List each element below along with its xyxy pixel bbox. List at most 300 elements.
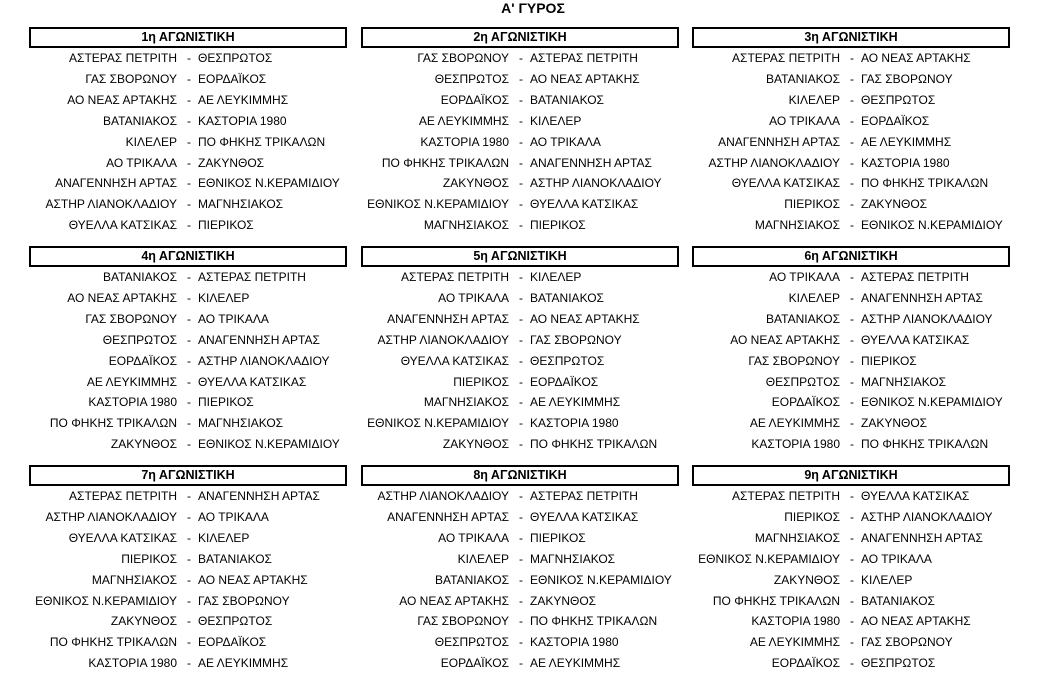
round-header: 5η ΑΓΩΝΙΣΤΙΚΗ [361,246,679,267]
away-team: ΠΙΕΡΙΚΟΣ [530,218,586,232]
match-separator: - [850,531,854,545]
home-team: ΑΟ ΤΡΙΚΑΛΑ [769,270,840,284]
match-separator: - [850,270,854,284]
match-separator: - [519,93,523,107]
match-separator: - [519,489,523,503]
home-team: ΑΟ ΝΕΑΣ ΑΡΤΑΚΗΣ [67,93,177,107]
away-team: ΘΥΕΛΛΑ ΚΑΤΣΙΚΑΣ [861,489,970,503]
match-separator: - [850,573,854,587]
away-team: ΕΘΝΙΚΟΣ Ν.ΚΕΡΑΜΙΔΙΟΥ [198,176,340,190]
match-separator: - [187,156,191,170]
round-header: 9η ΑΓΩΝΙΣΤΙΚΗ [692,465,1010,486]
match-row [29,153,349,174]
away-team: ΕΟΡΔΑΪΚΟΣ [530,375,599,389]
away-team: ΜΑΓΝΗΣΙΑΚΟΣ [861,375,947,389]
match-separator: - [519,437,523,451]
match-row [361,507,681,528]
home-team: ΠΙΕΡΙΚΟΣ [784,510,840,524]
home-team: ΑΣΤΗΡ ΛΙΑΝΟΚΛΑΔΙΟΥ [377,489,509,503]
match-row [29,215,349,236]
match-row [29,194,349,215]
away-team: ΑΟ ΝΕΑΣ ΑΡΤΑΚΗΣ [530,312,640,326]
away-team: ΑΟ ΝΕΑΣ ΑΡΤΑΚΗΣ [198,573,308,587]
round-header: 6η ΑΓΩΝΙΣΤΙΚΗ [692,246,1010,267]
away-team: ΕΘΝΙΚΟΣ Ν.ΚΕΡΑΜΙΔΙΟΥ [861,218,1003,232]
away-team: ΘΕΣΠΡΩΤΟΣ [861,656,936,670]
round-header: 3η ΑΓΩΝΙΣΤΙΚΗ [692,27,1010,48]
home-team: ΕΟΡΔΑΪΚΟΣ [771,656,840,670]
match-separator: - [187,635,191,649]
away-team: ΘΥΕΛΛΑ ΚΑΤΣΙΚΑΣ [530,197,639,211]
home-team: ΑΕ ΛΕΥΚΙΜΜΗΣ [418,114,509,128]
match-row [29,111,349,132]
home-team: ΑΟ ΤΡΙΚΑΛΑ [769,114,840,128]
match-row [361,392,681,413]
home-team: ΒΑΤΑΝΙΑΚΟΣ [103,270,177,284]
away-team: ΚΙΛΕΛΕΡ [530,114,582,128]
away-team: ΓΑΣ ΣΒΟΡΩΝΟΥ [861,72,953,86]
away-team: ΑΟ ΝΕΑΣ ΑΡΤΑΚΗΣ [861,51,971,65]
match-row [29,90,349,111]
match-separator: - [187,333,191,347]
match-row [692,215,1012,236]
match-row [692,486,1012,507]
match-row [692,153,1012,174]
home-team: ΑΣΤΕΡΑΣ ΠΕΤΡΙΤΗ [732,489,840,503]
home-team: ΚΑΣΤΟΡΙΑ 1980 [751,437,840,451]
match-row [692,90,1012,111]
away-team: ΜΑΓΝΗΣΙΑΚΟΣ [198,197,284,211]
match-row [29,434,349,455]
away-team: ΚΙΛΕΛΕΡ [198,531,250,545]
match-row [692,507,1012,528]
match-row [361,267,681,288]
home-team: ΑΟ ΤΡΙΚΑΛΑ [438,531,509,545]
home-team: ΘΕΣΠΡΩΤΟΣ [434,72,509,86]
home-team: ΓΑΣ ΣΒΟΡΩΝΟΥ [417,614,509,628]
match-separator: - [187,197,191,211]
match-row [692,194,1012,215]
home-team: ΘΕΣΠΡΩΤΟΣ [434,635,509,649]
page-title: Α' ΓΥΡΟΣ [501,0,565,16]
match-row [29,486,349,507]
away-team: ΚΑΣΤΟΡΙΑ 1980 [530,635,619,649]
match-separator: - [519,614,523,628]
home-team: ΑΣΤΕΡΑΣ ΠΕΤΡΙΤΗ [401,270,509,284]
match-separator: - [187,395,191,409]
away-team: ΑΝΑΓΕΝΝΗΣΗ ΑΡΤΑΣ [530,156,652,170]
home-team: ΑΣΤΗΡ ΛΙΑΝΟΚΛΑΔΙΟΥ [45,197,177,211]
match-separator: - [850,395,854,409]
home-team: ΑΟ ΤΡΙΚΑΛΑ [106,156,177,170]
home-team: ΑΝΑΓΕΝΝΗΣΗ ΑΡΤΑΣ [387,312,509,326]
away-team: ΑΟ ΤΡΙΚΑΛΑ [198,510,269,524]
match-separator: - [187,176,191,190]
home-team: ΖΑΚΥΝΘΟΣ [442,176,509,190]
home-team: ΚΑΣΤΟΡΙΑ 1980 [420,135,509,149]
away-team: ΘΥΕΛΛΑ ΚΑΤΣΙΚΑΣ [861,333,970,347]
match-row [361,528,681,549]
away-team: ΑΣΤΗΡ ΛΙΑΝΟΚΛΑΔΙΟΥ [198,354,330,368]
match-row [692,111,1012,132]
away-team: ΑΕ ΛΕΥΚΙΜΜΗΣ [198,656,289,670]
away-team: ΒΑΤΑΝΙΑΚΟΣ [530,291,604,305]
match-row [29,549,349,570]
away-team: ΕΘΝΙΚΟΣ Ν.ΚΕΡΑΜΙΔΙΟΥ [861,395,1003,409]
match-row [361,132,681,153]
home-team: ΑΝΑΓΕΝΝΗΣΗ ΑΡΤΑΣ [55,176,177,190]
home-team: ΑΕ ΛΕΥΚΙΜΜΗΣ [749,416,840,430]
home-team: ΜΑΓΝΗΣΙΑΚΟΣ [423,395,509,409]
home-team: ΑΣΤΕΡΑΣ ΠΕΤΡΙΤΗ [732,51,840,65]
match-separator: - [519,395,523,409]
match-row [361,570,681,591]
away-team: ΑΣΤΕΡΑΣ ΠΕΤΡΙΤΗ [530,489,638,503]
match-row [361,173,681,194]
away-team: ΘΕΣΠΡΩΤΟΣ [198,51,273,65]
away-team: ΠΙΕΡΙΚΟΣ [198,395,254,409]
match-separator: - [519,197,523,211]
round-header: 4η ΑΓΩΝΙΣΤΙΚΗ [29,246,347,267]
away-team: ΖΑΚΥΝΘΟΣ [530,594,597,608]
home-team: ΓΑΣ ΣΒΟΡΩΝΟΥ [85,312,177,326]
match-separator: - [519,416,523,430]
away-team: ΜΑΓΝΗΣΙΑΚΟΣ [530,552,616,566]
away-team: ΑΝΑΓΕΝΝΗΣΗ ΑΡΤΑΣ [198,489,320,503]
match-row [29,632,349,653]
match-row [361,69,681,90]
match-row [692,309,1012,330]
match-row [692,288,1012,309]
away-team: ΠΟ ΦΗΚΗΣ ΤΡΙΚΑΛΩΝ [198,135,326,149]
away-team: ΕΘΝΙΚΟΣ Ν.ΚΕΡΑΜΙΔΙΟΥ [198,437,340,451]
match-separator: - [187,573,191,587]
match-row [361,309,681,330]
home-team: ΚΙΛΕΛΕΡ [788,93,840,107]
match-separator: - [519,573,523,587]
match-separator: - [850,114,854,128]
home-team: ΜΑΓΝΗΣΙΑΚΟΣ [91,573,177,587]
home-team: ΓΑΣ ΣΒΟΡΩΝΟΥ [417,51,509,65]
away-team: ΑΟ ΤΡΙΚΑΛΑ [861,552,932,566]
away-team: ΠΟ ΦΗΚΗΣ ΤΡΙΚΑΛΩΝ [861,437,989,451]
match-row [29,413,349,434]
match-row [29,330,349,351]
match-row [29,351,349,372]
home-team: ΠΟ ΦΗΚΗΣ ΤΡΙΚΑΛΩΝ [381,156,509,170]
home-team: ΖΑΚΥΝΘΟΣ [442,437,509,451]
match-row [361,413,681,434]
home-team: ΒΑΤΑΝΙΑΚΟΣ [103,114,177,128]
match-separator: - [519,375,523,389]
away-team: ΜΑΓΝΗΣΙΑΚΟΣ [198,416,284,430]
match-separator: - [850,489,854,503]
match-row [692,528,1012,549]
away-team: ΚΑΣΤΟΡΙΑ 1980 [530,416,619,430]
match-separator: - [850,416,854,430]
home-team: ΕΟΡΔΑΪΚΟΣ [108,354,177,368]
match-separator: - [519,51,523,65]
match-separator: - [519,72,523,86]
match-separator: - [187,594,191,608]
home-team: ΘΕΣΠΡΩΤΟΣ [765,375,840,389]
match-row [361,611,681,632]
match-row [29,173,349,194]
match-row [29,48,349,69]
home-team: ΓΑΣ ΣΒΟΡΩΝΟΥ [748,354,840,368]
away-team: ΑΕ ΛΕΥΚΙΜΜΗΣ [530,395,621,409]
home-team: ΕΘΝΙΚΟΣ Ν.ΚΕΡΑΜΙΔΙΟΥ [698,552,840,566]
match-separator: - [187,270,191,284]
match-separator: - [519,635,523,649]
match-separator: - [850,635,854,649]
away-team: ΑΝΑΓΕΝΝΗΣΗ ΑΡΤΑΣ [198,333,320,347]
home-team: ΒΑΤΑΝΙΑΚΟΣ [766,312,840,326]
home-team: ΘΥΕΛΛΑ ΚΑΤΣΙΚΑΣ [68,531,177,545]
home-team: ΑΟ ΝΕΑΣ ΑΡΤΑΚΗΣ [399,594,509,608]
match-separator: - [519,656,523,670]
home-team: ΕΘΝΙΚΟΣ Ν.ΚΕΡΑΜΙΔΙΟΥ [367,197,509,211]
home-team: ΑΝΑΓΕΝΝΗΣΗ ΑΡΤΑΣ [718,135,840,149]
home-team: ΘΥΕΛΛΑ ΚΑΤΣΙΚΑΣ [731,176,840,190]
away-team: ΕΘΝΙΚΟΣ Ν.ΚΕΡΑΜΙΔΙΟΥ [530,573,672,587]
home-team: ΠΙΕΡΙΚΟΣ [453,375,509,389]
match-row [692,434,1012,455]
match-separator: - [850,291,854,305]
match-separator: - [850,72,854,86]
match-row [692,69,1012,90]
match-separator: - [187,552,191,566]
away-team: ΚΙΛΕΛΕΡ [530,270,582,284]
match-separator: - [519,531,523,545]
home-team: ΠΟ ΦΗΚΗΣ ΤΡΙΚΑΛΩΝ [712,594,840,608]
match-row [361,194,681,215]
home-team: ΜΑΓΝΗΣΙΑΚΟΣ [754,531,840,545]
away-team: ΑΟ ΤΡΙΚΑΛΑ [198,312,269,326]
away-team: ΘΕΣΠΡΩΤΟΣ [198,614,273,628]
away-team: ΓΑΣ ΣΒΟΡΩΝΟΥ [861,635,953,649]
match-row [29,591,349,612]
match-separator: - [519,333,523,347]
match-separator: - [187,72,191,86]
match-separator: - [187,51,191,65]
match-row [29,372,349,393]
match-row [361,48,681,69]
home-team: ΚΑΣΤΟΡΙΑ 1980 [751,614,840,628]
match-row [692,132,1012,153]
match-separator: - [519,176,523,190]
match-row [361,215,681,236]
match-separator: - [519,552,523,566]
match-separator: - [519,135,523,149]
match-separator: - [850,333,854,347]
match-row [361,486,681,507]
match-separator: - [519,218,523,232]
away-team: ΑΣΤΕΡΑΣ ΠΕΤΡΙΤΗ [198,270,306,284]
away-team: ΑΣΤΗΡ ΛΙΑΝΟΚΛΑΔΙΟΥ [861,312,993,326]
home-team: ΠΙΕΡΙΚΟΣ [121,552,177,566]
away-team: ΠΟ ΦΗΚΗΣ ΤΡΙΚΑΛΩΝ [861,176,989,190]
away-team: ΠΙΕΡΙΚΟΣ [530,531,586,545]
home-team: ΑΟ ΝΕΑΣ ΑΡΤΑΚΗΣ [67,291,177,305]
match-separator: - [850,93,854,107]
away-team: ΑΝΑΓΕΝΝΗΣΗ ΑΡΤΑΣ [861,291,983,305]
match-row [361,653,681,674]
home-team: ΑΝΑΓΕΝΝΗΣΗ ΑΡΤΑΣ [387,510,509,524]
match-row [692,570,1012,591]
match-separator: - [850,614,854,628]
round-header: 7η ΑΓΩΝΙΣΤΙΚΗ [29,465,347,486]
away-team: ΑΣΤΕΡΑΣ ΠΕΤΡΙΤΗ [530,51,638,65]
match-separator: - [187,135,191,149]
match-row [361,351,681,372]
match-separator: - [850,312,854,326]
match-separator: - [850,176,854,190]
away-team: ΚΑΣΤΟΡΙΑ 1980 [861,156,950,170]
home-team: ΖΑΚΥΝΘΟΣ [773,573,840,587]
match-row [361,549,681,570]
home-team: ΖΑΚΥΝΘΟΣ [110,614,177,628]
match-separator: - [850,375,854,389]
home-team: ΑΣΤΕΡΑΣ ΠΕΤΡΙΤΗ [69,489,177,503]
match-row [361,153,681,174]
home-team: ΘΥΕΛΛΑ ΚΑΤΣΙΚΑΣ [400,354,509,368]
match-row [692,351,1012,372]
match-row [692,392,1012,413]
match-row [361,632,681,653]
home-team: ΠΟ ΦΗΚΗΣ ΤΡΙΚΑΛΩΝ [49,635,177,649]
match-row [29,288,349,309]
match-row [29,653,349,674]
away-team: ΑΣΤΗΡ ΛΙΑΝΟΚΛΑΔΙΟΥ [530,176,662,190]
home-team: ΚΙΛΕΛΕΡ [457,552,509,566]
away-team: ΠΙΕΡΙΚΟΣ [861,354,917,368]
away-team: ΖΑΚΥΝΘΟΣ [861,197,928,211]
away-team: ΑΕ ΛΕΥΚΙΜΜΗΣ [530,656,621,670]
home-team: ΒΑΤΑΝΙΑΚΟΣ [766,72,840,86]
match-row [361,434,681,455]
match-row [692,653,1012,674]
home-team: ΕΘΝΙΚΟΣ Ν.ΚΕΡΑΜΙΔΙΟΥ [35,594,177,608]
home-team: ΑΣΤΗΡ ΛΙΑΝΟΚΛΑΔΙΟΥ [708,156,840,170]
match-separator: - [519,114,523,128]
away-team: ΒΑΤΑΝΙΑΚΟΣ [198,552,272,566]
match-separator: - [519,291,523,305]
home-team: ΕΟΡΔΑΪΚΟΣ [440,656,509,670]
away-team: ΠΟ ΦΗΚΗΣ ΤΡΙΚΑΛΩΝ [530,437,658,451]
match-row [361,591,681,612]
match-row [692,372,1012,393]
home-team: ΠΟ ΦΗΚΗΣ ΤΡΙΚΑΛΩΝ [49,416,177,430]
match-separator: - [187,437,191,451]
away-team: ΖΑΚΥΝΘΟΣ [198,156,265,170]
home-team: ΑΣΤΕΡΑΣ ΠΕΤΡΙΤΗ [69,51,177,65]
home-team: ΜΑΓΝΗΣΙΑΚΟΣ [754,218,840,232]
match-row [692,48,1012,69]
home-team: ΚΑΣΤΟΡΙΑ 1980 [88,656,177,670]
match-separator: - [850,135,854,149]
away-team: ΓΑΣ ΣΒΟΡΩΝΟΥ [198,594,290,608]
match-separator: - [519,156,523,170]
match-separator: - [187,114,191,128]
match-separator: - [187,312,191,326]
match-row [692,267,1012,288]
home-team: ΚΙΛΕΛΕΡ [125,135,177,149]
match-row [29,267,349,288]
away-team: ΠΟ ΦΗΚΗΣ ΤΡΙΚΑΛΩΝ [530,614,658,628]
home-team: ΕΟΡΔΑΪΚΟΣ [440,93,509,107]
home-team: ΑΟ ΝΕΑΣ ΑΡΤΑΚΗΣ [730,333,840,347]
match-separator: - [187,375,191,389]
match-separator: - [850,594,854,608]
home-team: ΖΑΚΥΝΘΟΣ [110,437,177,451]
home-team: ΕΘΝΙΚΟΣ Ν.ΚΕΡΑΜΙΔΙΟΥ [367,416,509,430]
match-row [361,111,681,132]
match-row [361,288,681,309]
match-row [29,507,349,528]
match-separator: - [850,510,854,524]
away-team: ΒΑΤΑΝΙΑΚΟΣ [861,594,935,608]
away-team: ΑΕ ΛΕΥΚΙΜΜΗΣ [198,93,289,107]
match-row [361,330,681,351]
away-team: ΘΕΣΠΡΩΤΟΣ [530,354,605,368]
home-team: ΒΑΤΑΝΙΑΚΟΣ [435,573,509,587]
away-team: ΑΕ ΛΕΥΚΙΜΜΗΣ [861,135,952,149]
match-separator: - [187,614,191,628]
home-team: ΚΑΣΤΟΡΙΑ 1980 [88,395,177,409]
round-header: 8η ΑΓΩΝΙΣΤΙΚΗ [361,465,679,486]
away-team: ΑΣΤΕΡΑΣ ΠΕΤΡΙΤΗ [861,270,969,284]
match-separator: - [850,197,854,211]
match-row [692,632,1012,653]
match-separator: - [187,531,191,545]
match-row [29,392,349,413]
match-row [692,173,1012,194]
away-team: ΚΙΛΕΛΕΡ [198,291,250,305]
home-team: ΜΑΓΝΗΣΙΑΚΟΣ [423,218,509,232]
away-team: ΠΙΕΡΙΚΟΣ [198,218,254,232]
match-separator: - [187,656,191,670]
match-separator: - [850,51,854,65]
home-team: ΕΟΡΔΑΪΚΟΣ [771,395,840,409]
match-row [29,611,349,632]
home-team: ΚΙΛΕΛΕΡ [788,291,840,305]
match-row [692,330,1012,351]
match-row [29,528,349,549]
round-header: 1η ΑΓΩΝΙΣΤΙΚΗ [29,27,347,48]
away-team: ΘΥΕΛΛΑ ΚΑΤΣΙΚΑΣ [198,375,307,389]
match-separator: - [850,552,854,566]
away-team: ΓΑΣ ΣΒΟΡΩΝΟΥ [530,333,622,347]
home-team: ΑΣΤΗΡ ΛΙΑΝΟΚΛΑΔΙΟΥ [377,333,509,347]
match-separator: - [850,437,854,451]
away-team: ΑΟ ΝΕΑΣ ΑΡΤΑΚΗΣ [530,72,640,86]
away-team: ΑΣΤΗΡ ΛΙΑΝΟΚΛΑΔΙΟΥ [861,510,993,524]
match-row [692,611,1012,632]
home-team: ΓΑΣ ΣΒΟΡΩΝΟΥ [85,72,177,86]
match-row [361,90,681,111]
home-team: ΑΕ ΛΕΥΚΙΜΜΗΣ [749,635,840,649]
away-team: ΘΕΣΠΡΩΤΟΣ [861,93,936,107]
match-separator: - [850,354,854,368]
home-team: ΘΕΣΠΡΩΤΟΣ [102,333,177,347]
match-row [692,413,1012,434]
home-team: ΠΙΕΡΙΚΟΣ [784,197,840,211]
match-separator: - [187,489,191,503]
match-separator: - [187,218,191,232]
match-separator: - [850,156,854,170]
match-row [29,570,349,591]
